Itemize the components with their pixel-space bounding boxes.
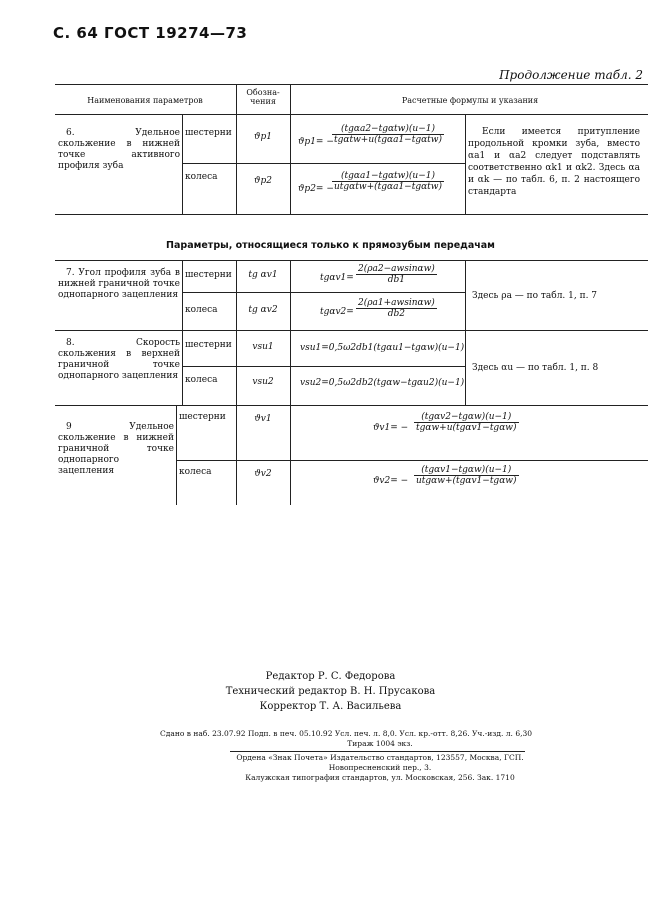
imprint-line-4: Новопресненский пер., 3. [328, 763, 432, 772]
formula-fraction [414, 412, 519, 433]
symbol-v1: tg αv1 [248, 270, 278, 280]
param-7-name: 7. Угол профиля зуба в нижней граничной точке однопарного зацепления [58, 268, 180, 300]
symbol-v2: tg αv2 [248, 305, 278, 315]
gear-pinion-label: шестерни [185, 270, 232, 280]
imprint-divider [230, 751, 525, 752]
corrector-line: Корректор Т. А. Васильева [259, 701, 402, 712]
row-divider [55, 405, 648, 406]
editor-line: Редактор Р. С. Федорова [265, 671, 396, 682]
gear-wheel-label: колеса [179, 467, 212, 477]
formula-lhs: ϑv1= − [373, 423, 409, 433]
table-header-bottom [55, 114, 648, 115]
formula-lhs: ϑv2= − [373, 476, 409, 486]
symbol-p1: ϑp1 [254, 132, 272, 142]
symbol-p2: ϑp2 [254, 176, 272, 186]
formula-denominator: tgαtw+u(tgαa1−tgαtw) [334, 135, 442, 145]
formula-denominator: tgαw+u(tgαv1−tgαw) [416, 423, 517, 433]
col-divider [290, 114, 291, 214]
gear-wheel-label: колеса [185, 375, 218, 385]
formula-fraction [414, 465, 519, 486]
row-divider [182, 163, 465, 164]
page-header: С. 64 ГОСТ 19274—73 [53, 24, 248, 42]
col-divider [236, 405, 237, 505]
imprint-publisher [160, 753, 600, 783]
imprint-line-2: Тираж 1004 экз. [347, 739, 413, 748]
col-divider [290, 260, 291, 405]
col-divider [176, 405, 177, 505]
table-top-border [55, 84, 648, 85]
col-divider [290, 405, 291, 505]
param-6-name: 6. Удельное скольжение в нижней точке активного профиля зуба [58, 128, 180, 171]
gear-wheel-label: колеса [185, 305, 218, 315]
formula-numerator: (tgαv1−tgαw)(u−1) [414, 465, 519, 476]
symbol-su1: vsu1 [252, 342, 274, 352]
note-6: Если имеется притупление продольной кромки зуба, вместо αa1 и αa2 следует подставлять соответственно αk1 и αk2. Здесь αa и αk — по табл. 6, п. 2 настоящего стандарта [468, 127, 640, 197]
continuation-label: Продолжение табл. 2 [499, 68, 643, 82]
imprint-line-3: Ордена «Знак Почета» Издательство стандартов, 123557, Москва, ГСП. [236, 753, 524, 762]
formula-numerator: (tgαv2−tgαw)(u−1) [414, 412, 519, 423]
row-divider [55, 260, 648, 261]
col-divider [182, 260, 183, 405]
param-8-name: 8. Скорость скольжения в верхней граничной точке однопарного зацепления [58, 338, 180, 381]
formula-fraction [332, 171, 444, 192]
formula-denominator: db2 [387, 309, 406, 319]
gear-pinion-label: шестерни [185, 128, 232, 138]
col-divider [465, 260, 466, 405]
col-divider [236, 114, 237, 214]
gear-pinion-label: шестерни [185, 340, 232, 350]
formula-denominator: utgαtw+(tgαa1−tgαtw) [334, 182, 442, 192]
symbol-v1: ϑv1 [254, 414, 272, 424]
formula-numerator: (tgαa1−tgαtw)(u−1) [332, 171, 444, 182]
col-divider [290, 84, 291, 114]
formula-numerator: 2(ρa1+awsinαw) [358, 298, 435, 308]
formula-fraction [356, 298, 437, 319]
symbol-su2: vsu2 [252, 377, 274, 387]
col-divider [236, 84, 237, 114]
header-param: Наименования параметров [87, 96, 203, 105]
note-7: Здесь ρa — по табл. 1, п. 7 [472, 291, 598, 301]
row-divider [55, 214, 648, 215]
imprint-line-1: Сдано в наб. 23.07.92 Подп. в печ. 05.10.92 Усл. печ. л. 8,0. Усл. кр.-отт. 8,26. Уч.-изд. л. 6,30 [160, 729, 533, 738]
formula-fraction [332, 124, 444, 145]
formula-lhs: ϑp1= − [298, 137, 334, 147]
formula-fraction [356, 264, 437, 285]
formula-numerator: 2(ρa2−awsinαw) [358, 264, 435, 274]
symbol-v2: ϑv2 [254, 469, 272, 479]
row-divider [176, 460, 648, 461]
formula-lhs: tgαv1= [320, 273, 354, 283]
param-9-name: 9 Удельное скольжение в нижней граничной точке однопарного зацепления [58, 422, 174, 476]
header-formula: Расчетные формулы и указания [401, 96, 539, 105]
gear-wheel-label: колеса [185, 172, 218, 182]
formula-lhs: tgαv2= [320, 307, 354, 317]
header-symbol: Обозна-чения [246, 88, 280, 106]
formula-su2: vsu2=0,5ω2db2(tgαw−tgαu2)(u−1) [300, 378, 465, 388]
formula-numerator: (tgαa2−tgαtw)(u−1) [332, 124, 444, 135]
col-divider [236, 260, 237, 405]
formula-denominator: utgαw+(tgαv1−tgαw) [416, 476, 517, 486]
col-divider [465, 114, 466, 214]
col-divider [182, 114, 183, 214]
formula-denominator: db1 [387, 275, 406, 285]
note-8: Здесь αu — по табл. 1, п. 8 [472, 363, 599, 373]
row-divider [182, 292, 465, 293]
imprint-line-5: Калужская типография стандартов, ул. Московская, 256. Зак. 1710 [245, 773, 515, 782]
gear-pinion-label: шестерни [179, 412, 226, 422]
row-divider [55, 330, 648, 331]
section-title: Параметры, относящиеся только к прямозубым передачам [166, 240, 495, 251]
formula-lhs: ϑp2= − [298, 184, 334, 194]
tech-editor-line: Технический редактор В. Н. Прусакова [225, 686, 436, 697]
credits-block [0, 671, 661, 716]
row-divider [182, 366, 465, 367]
formula-su1: vsu1=0,5ω2db1(tgαu1−tgαw)(u−1) [300, 343, 465, 353]
imprint-block [160, 729, 600, 749]
